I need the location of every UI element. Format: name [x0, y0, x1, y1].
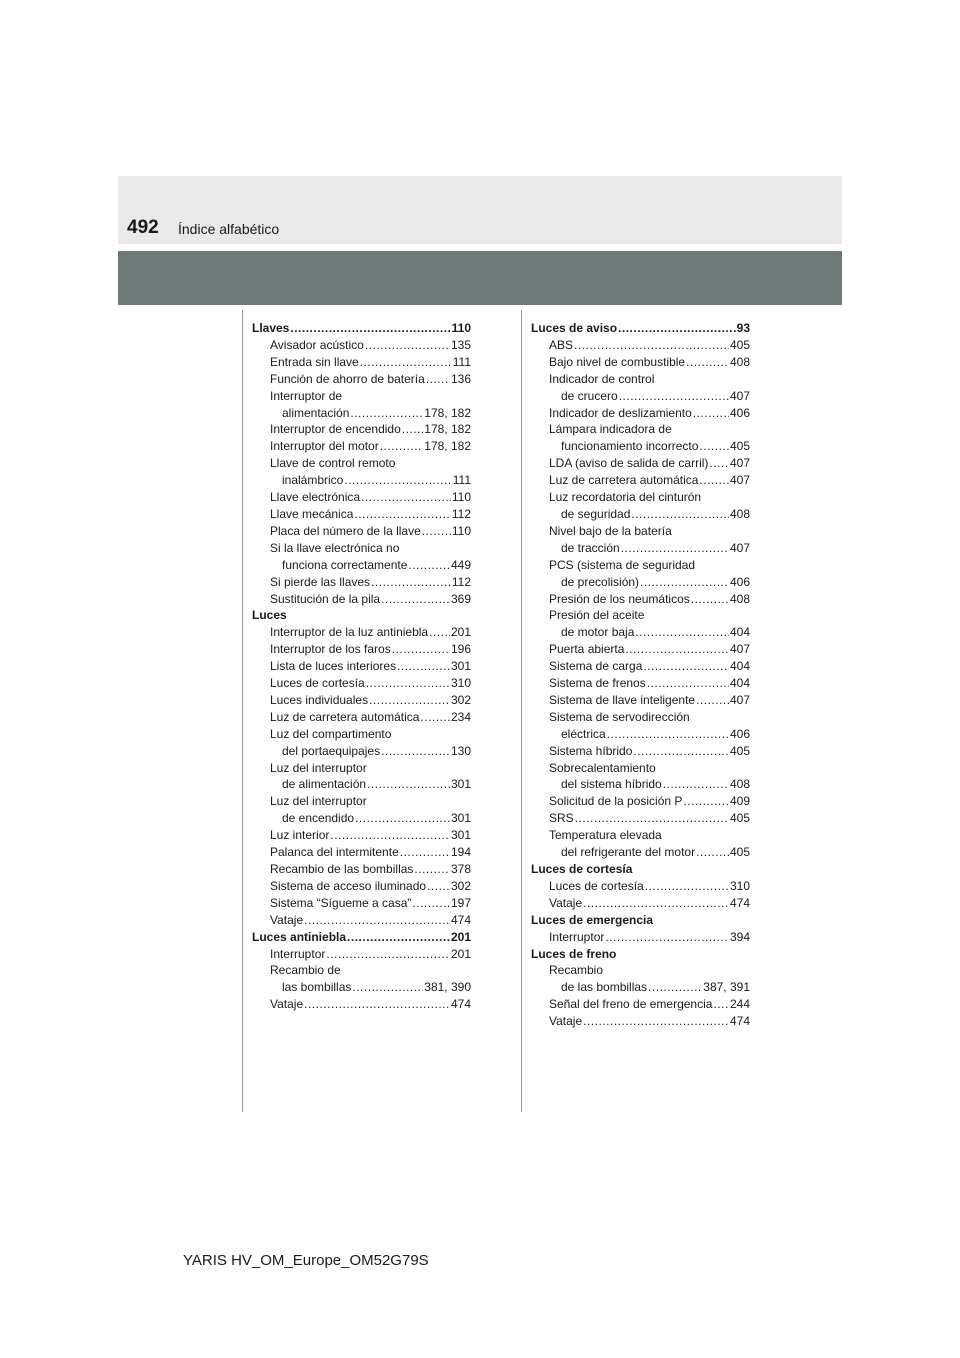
index-entry: [531, 1013, 750, 1030]
index-entry: [531, 489, 750, 506]
index-entry: [531, 827, 750, 844]
entry-page: 406: [729, 726, 750, 741]
dot-leader: [699, 472, 729, 489]
entry-text: Lista de luces interiores: [270, 659, 397, 674]
index-heading: [252, 929, 471, 946]
index-entry: [531, 929, 750, 946]
entry-text: Luz de carretera automática: [270, 709, 420, 724]
entry-page: 404: [729, 676, 750, 691]
index-entry: [252, 726, 471, 743]
index-entry: [252, 979, 471, 996]
entry-text: Nivel bajo de la batería: [549, 523, 672, 538]
entry-text: Interruptor de los faros: [270, 642, 391, 657]
entry-text: Interruptor: [549, 929, 605, 944]
index-entry: [531, 776, 750, 793]
entry-text: Interruptor de encendido: [270, 422, 401, 437]
entry-page: 405: [729, 845, 750, 860]
entry-page: 409: [729, 794, 750, 809]
index-entry: [252, 388, 471, 405]
entry-page: 406: [729, 405, 750, 420]
entry-page: 244: [729, 997, 750, 1012]
dot-leader: [426, 371, 450, 388]
dot-leader: [347, 929, 450, 946]
dot-leader: [696, 692, 729, 709]
index-entry: [252, 421, 471, 438]
entry-page: 407: [729, 642, 750, 657]
index-entry: [252, 354, 471, 371]
index-heading: [531, 946, 750, 963]
dot-leader: [696, 844, 729, 861]
entry-page: 112: [451, 506, 471, 521]
entry-page: 301: [450, 828, 471, 843]
entry-page: 408: [729, 506, 750, 521]
entry-page: 201: [450, 929, 471, 944]
entry-text: Sistema “Sígueme a casa”: [270, 895, 412, 910]
index-entry: [252, 591, 471, 608]
entry-text: las bombillas: [282, 980, 352, 995]
entry-text: Interruptor de: [270, 388, 343, 403]
index-entry: [252, 743, 471, 760]
index-entry: [531, 692, 750, 709]
dot-leader: [625, 641, 729, 658]
index-entry: [252, 844, 471, 861]
entry-page: 387, 391: [703, 980, 750, 995]
dot-leader: [693, 405, 729, 422]
entry-page: 196: [450, 642, 471, 657]
index-entry: [531, 793, 750, 810]
dot-leader: [583, 895, 729, 912]
dot-leader: [575, 810, 729, 827]
entry-text: Señal del freno de emergencia: [549, 997, 713, 1012]
dot-leader: [352, 979, 423, 996]
entry-page: 449: [450, 557, 471, 572]
entry-page: 405: [729, 337, 750, 352]
entry-text: del portaequipajes: [282, 743, 381, 758]
dot-leader: [290, 320, 450, 337]
index-entry: [531, 996, 750, 1013]
entry-text: Luz del compartimento: [270, 726, 392, 741]
entry-page: 201: [450, 946, 471, 961]
index-entry: [252, 810, 471, 827]
entry-text: Sistema de llave inteligente: [549, 692, 696, 707]
entry-text: Indicador de control: [549, 371, 655, 386]
index-entry: [252, 472, 471, 489]
index-entry: [252, 438, 471, 455]
dot-leader: [420, 709, 450, 726]
entry-text: ABS: [549, 337, 574, 352]
index-entry: [252, 946, 471, 963]
entry-page: 474: [729, 895, 750, 910]
index-entry: [531, 760, 750, 777]
entry-page: 310: [729, 878, 750, 893]
entry-page: 407: [729, 456, 750, 471]
entry-text: de alimentación: [282, 777, 367, 792]
entry-text: Sistema de servodirección: [549, 709, 690, 724]
index-entry: [531, 743, 750, 760]
dot-leader: [647, 675, 729, 692]
entry-page: 111: [452, 473, 471, 488]
dot-leader: [392, 641, 450, 658]
entry-text: Sustitución de la pila: [270, 591, 381, 606]
entry-page: 407: [729, 473, 750, 488]
entry-text: Luces individuales: [270, 692, 369, 707]
entry-page: 194: [450, 845, 471, 860]
dot-leader: [427, 878, 450, 895]
index-entry: [531, 337, 750, 354]
entry-text: Vataje: [270, 997, 304, 1012]
entry-page: 111: [452, 354, 471, 369]
title-bar: [118, 251, 842, 305]
entry-page: 110: [451, 490, 471, 505]
index-entry: [252, 878, 471, 895]
index-entry: [252, 675, 471, 692]
index-entry: [252, 641, 471, 658]
entry-text: Luz interior: [270, 828, 330, 843]
index-entry: [531, 472, 750, 489]
index-heading: [531, 912, 750, 929]
index-entry: [531, 371, 750, 388]
entry-text: de precolisión): [561, 574, 640, 589]
entry-text: Indicador de deslizamiento: [549, 405, 692, 420]
dot-leader: [400, 844, 450, 861]
index-entry: [252, 574, 471, 591]
document-id: YARIS HV_OM_Europe_OM52G79S: [183, 1252, 429, 1269]
index-entry: [252, 776, 471, 793]
entry-text: PCS (sistema de seguridad: [549, 557, 696, 572]
entry-text: Vataje: [549, 1014, 583, 1029]
entry-text: Interruptor: [270, 946, 326, 961]
index-entry: [252, 895, 471, 912]
index-entry: [531, 557, 750, 574]
index-entry: [252, 912, 471, 929]
entry-text: Función de ahorro de batería: [270, 371, 425, 386]
dot-leader: [574, 337, 729, 354]
index-entry: [252, 624, 471, 641]
dot-leader: [371, 574, 451, 591]
entry-text: Llaves: [252, 321, 290, 335]
index-heading: [252, 607, 471, 624]
index-entry: [531, 506, 750, 523]
index-entry: [252, 540, 471, 557]
dot-leader: [361, 489, 451, 506]
index-entry: [531, 607, 750, 624]
entry-page: 404: [729, 625, 750, 640]
entry-text: Avisador acústico: [270, 337, 364, 352]
dot-leader: [691, 591, 729, 608]
index-entry: [531, 540, 750, 557]
entry-text: Temperatura elevada: [549, 828, 662, 843]
dot-leader: [422, 523, 451, 540]
entry-page: 301: [450, 659, 471, 674]
entry-text: funciona correctamente: [282, 557, 408, 572]
entry-text: LDA (aviso de salida de carril): [549, 456, 709, 471]
entry-page: 136: [450, 371, 471, 386]
entry-text: Palanca del intermitente: [270, 845, 399, 860]
dot-leader: [414, 861, 450, 878]
entry-page: 110: [451, 523, 471, 538]
entry-text: Presión del aceite: [549, 608, 645, 623]
entry-text: Sistema de acceso iluminado: [270, 878, 427, 893]
entry-text: alimentación: [282, 405, 350, 420]
index-entry: [252, 793, 471, 810]
index-entry: [252, 489, 471, 506]
entry-text: Vataje: [270, 912, 304, 927]
entry-page: 178, 182: [424, 405, 471, 420]
entry-page: 301: [450, 811, 471, 826]
left-column-rule: [242, 310, 243, 1112]
entry-text: Luces de aviso: [531, 321, 618, 335]
dot-leader: [381, 591, 450, 608]
entry-page: 408: [729, 354, 750, 369]
dot-leader: [326, 946, 450, 963]
dot-leader: [618, 320, 736, 337]
index-heading: [531, 320, 750, 337]
index-entry: [531, 658, 750, 675]
index-entry: [252, 455, 471, 472]
index-column-left: [252, 320, 471, 1013]
entry-page: 302: [450, 692, 471, 707]
entry-text: Luces de cortesía: [531, 862, 633, 876]
entry-page: 474: [729, 1014, 750, 1029]
entry-text: Vataje: [549, 895, 583, 910]
index-entry: [531, 438, 750, 455]
dot-leader: [402, 421, 424, 438]
index-entry: [252, 337, 471, 354]
entry-page: 112: [451, 574, 471, 589]
entry-text: Sistema de carga: [549, 659, 643, 674]
index-entry: [252, 709, 471, 726]
index-entry: [531, 523, 750, 540]
dot-leader: [350, 405, 423, 422]
index-entry: [252, 760, 471, 777]
entry-text: Luz del interruptor: [270, 794, 367, 809]
dot-leader: [412, 895, 450, 912]
index-entry: [531, 844, 750, 861]
index-entry: [531, 388, 750, 405]
entry-text: SRS: [549, 811, 574, 826]
index-entry: [252, 861, 471, 878]
index-entry: [531, 810, 750, 827]
middle-column-rule: [521, 310, 522, 1112]
entry-page: 405: [729, 743, 750, 758]
index-entry: [531, 895, 750, 912]
entry-page: 378: [450, 862, 471, 876]
index-column-right: [531, 320, 750, 1030]
entry-text: Luz de carretera automática: [549, 473, 699, 488]
dot-leader: [369, 692, 450, 709]
dot-leader: [365, 337, 450, 354]
entry-text: Si la llave electrónica no: [270, 540, 400, 555]
entry-page: 197: [450, 895, 471, 910]
index-entry: [531, 455, 750, 472]
entry-text: Sobrecalentamiento: [549, 760, 656, 775]
dot-leader: [344, 472, 451, 489]
entry-page: 404: [729, 659, 750, 674]
dot-leader: [330, 827, 450, 844]
entry-text: Recambio de las bombillas: [270, 862, 414, 876]
entry-text: de motor baja: [561, 625, 635, 640]
entry-text: Lámpara indicadora de: [549, 422, 672, 437]
entry-page: 408: [729, 591, 750, 606]
entry-page: 408: [729, 777, 750, 792]
index-entry: [531, 878, 750, 895]
dot-leader: [381, 743, 450, 760]
entry-text: de seguridad: [561, 506, 631, 521]
entry-text: de encendido: [282, 811, 355, 826]
index-entry: [531, 624, 750, 641]
index-entry: [531, 354, 750, 371]
entry-page: 474: [450, 912, 471, 927]
entry-text: Llave electrónica: [270, 490, 361, 505]
section-title: Índice alfabético: [178, 221, 280, 237]
entry-text: Recambio: [549, 963, 604, 978]
entry-page: 234: [450, 709, 471, 724]
entry-page: 405: [729, 439, 750, 454]
dot-leader: [397, 658, 450, 675]
entry-text: Solicitud de la posición P: [549, 794, 683, 809]
dot-leader: [360, 354, 452, 371]
entry-text: Interruptor de la luz antiniebla: [270, 625, 429, 640]
entry-page: 407: [729, 692, 750, 707]
dot-leader: [643, 658, 729, 675]
dot-leader: [699, 438, 729, 455]
entry-page: 93: [736, 321, 750, 335]
entry-page: 178, 182: [424, 439, 471, 454]
index-entry: [531, 962, 750, 979]
entry-text: Bajo nivel de combustible: [549, 354, 686, 369]
entry-page: 407: [729, 388, 750, 403]
entry-text: funcionamiento incorrecto: [561, 439, 699, 454]
entry-text: Luces de freno: [531, 946, 617, 961]
dot-leader: [713, 996, 729, 1013]
dot-leader: [408, 557, 450, 574]
entry-page: 130: [450, 743, 471, 758]
entry-page: 474: [450, 997, 471, 1012]
entry-text: Luz del interruptor: [270, 760, 367, 775]
entry-text: Sistema de frenos: [549, 676, 646, 691]
entry-text: Luces antiniebla: [252, 929, 347, 944]
dot-leader: [640, 574, 729, 591]
index-entry: [531, 641, 750, 658]
dot-leader: [631, 506, 729, 523]
index-entry: [252, 692, 471, 709]
entry-text: Recambio de: [270, 963, 341, 978]
entry-text: de las bombillas: [561, 980, 648, 995]
dot-leader: [429, 624, 450, 641]
entry-page: 178, 182: [424, 422, 471, 437]
entry-text: Luces de cortesía: [270, 676, 365, 691]
index-heading: [252, 320, 471, 337]
dot-leader: [583, 1013, 729, 1030]
dot-leader: [355, 810, 450, 827]
index-entry: [252, 405, 471, 422]
dot-leader: [633, 743, 729, 760]
index-entry: [531, 726, 750, 743]
entry-page: 369: [450, 591, 471, 606]
dot-leader: [709, 455, 729, 472]
index-entry: [531, 675, 750, 692]
entry-text: Sistema híbrido: [549, 743, 633, 758]
entry-page: 406: [729, 574, 750, 589]
index-entry: [531, 405, 750, 422]
index-entry: [252, 996, 471, 1013]
dot-leader: [683, 793, 729, 810]
entry-text: Llave de control remoto: [270, 456, 396, 471]
entry-text: Luces de cortesía: [549, 878, 644, 893]
entry-text: del sistema híbrido: [561, 777, 662, 792]
index-entry: [531, 591, 750, 608]
entry-text: Luz recordatoria del cinturón: [549, 490, 702, 505]
dot-leader: [607, 726, 729, 743]
entry-page: 394: [729, 929, 750, 944]
dot-leader: [367, 776, 450, 793]
entry-text: Presión de los neumáticos: [549, 591, 690, 606]
entry-text: inalámbrico: [282, 473, 344, 488]
dot-leader: [686, 354, 729, 371]
entry-page: 110: [451, 321, 471, 335]
entry-text: de crucero: [561, 388, 618, 403]
entry-text: Interruptor del motor: [270, 439, 379, 454]
entry-page: 301: [450, 777, 471, 792]
dot-leader: [619, 388, 729, 405]
entry-text: eléctrica: [561, 726, 606, 741]
entry-text: Llave mecánica: [270, 506, 354, 521]
index-heading: [531, 861, 750, 878]
index-entry: [531, 421, 750, 438]
index-entry: [252, 658, 471, 675]
dot-leader: [380, 438, 424, 455]
dot-leader: [304, 996, 450, 1013]
dot-leader: [366, 675, 450, 692]
index-entry: [252, 557, 471, 574]
dot-leader: [645, 878, 729, 895]
dot-leader: [663, 776, 729, 793]
index-entry: [531, 574, 750, 591]
entry-page: 201: [450, 625, 471, 640]
entry-text: Entrada sin llave: [270, 354, 359, 369]
entry-page: 302: [450, 878, 471, 893]
entry-text: Placa del número de la llave: [270, 523, 421, 538]
index-entry: [252, 827, 471, 844]
dot-leader: [304, 912, 450, 929]
dot-leader: [354, 506, 450, 523]
entry-text: de tracción: [561, 540, 620, 555]
entry-page: 135: [450, 337, 471, 352]
entry-page: 405: [729, 811, 750, 826]
index-entry: [531, 979, 750, 996]
entry-text: Luces: [252, 608, 287, 623]
dot-leader: [635, 624, 729, 641]
dot-leader: [621, 540, 729, 557]
page-number: 492: [127, 217, 159, 238]
dot-leader: [648, 979, 702, 996]
entry-text: Si pierde las llaves: [270, 574, 371, 589]
entry-page: 407: [729, 540, 750, 555]
entry-page: 381, 390: [424, 980, 471, 995]
dot-leader: [605, 929, 729, 946]
entry-text: del refrigerante del motor: [561, 845, 696, 860]
index-entry: [252, 523, 471, 540]
index-entry: [252, 371, 471, 388]
index-entry: [252, 962, 471, 979]
index-entry: [252, 506, 471, 523]
entry-text: Luces de emergencia: [531, 912, 654, 927]
entry-text: Puerta abierta: [549, 642, 625, 657]
entry-page: 310: [450, 676, 471, 691]
index-entry: [531, 709, 750, 726]
